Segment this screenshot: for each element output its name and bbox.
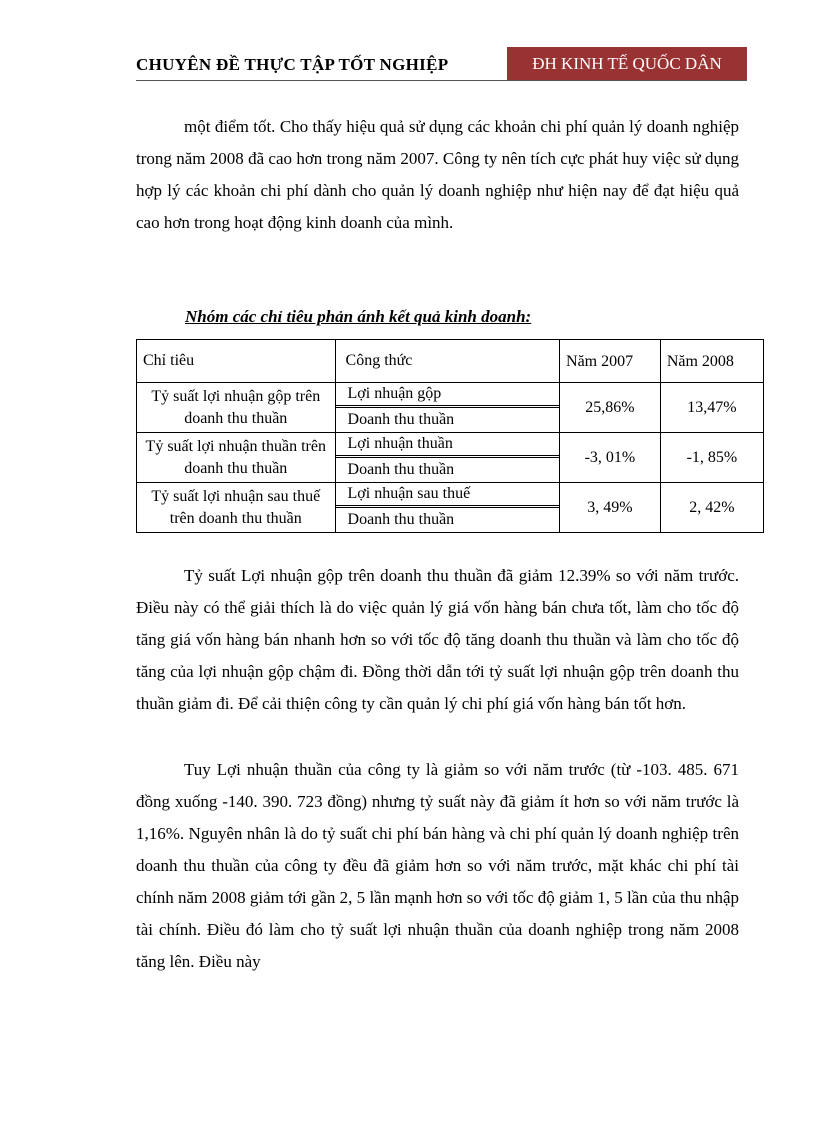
formula-cell — [335, 483, 560, 533]
value-2007-cell: 3, 49% — [560, 483, 661, 533]
header-divider — [136, 80, 747, 81]
value-2008-cell: 2, 42% — [660, 483, 763, 533]
indicator-cell: Tỷ suất lợi nhuận thuần trên doanh thu thuần — [137, 433, 336, 483]
intro-text: một điểm tốt. Cho thấy hiệu quả sử dụng các khoản chi phí quản lý doanh nghiệp trong năm 2008 đã cao hơn trong năm 2007. Công ty nên tích cực phát huy việc sử dụng hợp lý các khoản chi phí dành cho quản lý doanh nghiệp như hiện nay để đạt hiệu quả cao hơn trong hoạt động kinh doanh của mình. — [136, 117, 739, 232]
table-header-row — [137, 340, 764, 383]
indicator-cell: Tỷ suất lợi nhuận gộp trên doanh thu thuần — [137, 383, 336, 433]
indicator-cell: Tỷ suất lợi nhuận sau thuế trên doanh thu thuần — [137, 483, 336, 533]
formula-denominator: Doanh thu thuần — [347, 511, 455, 528]
formula-cell — [335, 383, 560, 433]
value-2008-cell: 13,47% — [660, 383, 763, 433]
table-row — [137, 483, 764, 533]
table-row — [137, 433, 764, 483]
header-formula: Công thức — [335, 340, 560, 383]
value-2007-cell: -3, 01% — [560, 433, 661, 483]
formula-numerator: Lợi nhuận gộp — [336, 383, 560, 408]
formula-fraction — [336, 483, 560, 532]
analysis-text-1: Tỷ suất Lợi nhuận gộp trên doanh thu thuần đã giảm 12.39% so với năm trước. Điều này có thể giải thích là do việc quản lý giá vốn hàng bán chưa tốt, làm cho tốc độ tăng giá vốn hàng bán nhanh hơn so với tốc độ tăng doanh thu thuần và làm cho tốc độ tăng của lợi nhuận gộp chậm đi. Đồng thời dẫn tới tỷ suất lợi nhuận gộp trên doanh thu thuần giảm đi. Để cải thiện công ty cần quản lý chi phí giá vốn hàng bán tốt hơn. — [136, 566, 739, 713]
analysis-paragraph-2 — [136, 754, 739, 978]
analysis-text-2: Tuy Lợi nhuận thuần của công ty là giảm so với năm trước (từ -103. 485. 671 đồng xuống -140. 390. 723 đồng) nhưng tỷ suất này đã giảm ít hơn so với năm trước là 1,16%. Nguyên nhân là do tỷ suất chi phí bán hàng và chi phí quản lý doanh nghiệp trên doanh thu thuần của công ty đều đã giảm hơn so với năm trước, mặt khác chi phí tài chính năm 2008 giảm tới gần 2, 5 lần mạnh hơn so với tốc độ giảm 1, 5 lần của thu nhập tài chính. Điều đó làm cho tỷ suất lợi nhuận thuần của doanh nghiệp trong năm 2008 tăng lên. Điều này — [136, 760, 739, 971]
table-row — [137, 383, 764, 433]
table-title: Nhóm các chỉ tiêu phản ánh kết quả kinh doanh: — [185, 307, 532, 326]
header-year-2007: Năm 2007 — [560, 340, 661, 383]
ratios-table — [136, 339, 764, 533]
value-2007-cell: 25,86% — [560, 383, 661, 433]
formula-fraction — [336, 383, 560, 432]
page-header — [136, 47, 747, 81]
formula-cell — [335, 433, 560, 483]
formula-numerator: Lợi nhuận thuần — [336, 433, 560, 458]
header-indicator: Chỉ tiêu — [137, 340, 336, 383]
formula-denominator: Doanh thu thuần — [347, 411, 455, 428]
value-2008-cell: -1, 85% — [660, 433, 763, 483]
intro-paragraph — [136, 111, 739, 239]
formula-denominator: Doanh thu thuần — [347, 461, 455, 478]
thesis-title: CHUYÊN ĐỀ THỰC TẬP TỐT NGHIỆP — [136, 55, 449, 74]
analysis-paragraph-1 — [136, 560, 739, 720]
university-banner: ĐH KINH TẾ QUỐC DÂN — [507, 47, 747, 81]
formula-numerator: Lợi nhuận sau thuế — [336, 483, 560, 508]
header-year-2008: Năm 2008 — [660, 340, 763, 383]
formula-fraction — [336, 433, 560, 482]
